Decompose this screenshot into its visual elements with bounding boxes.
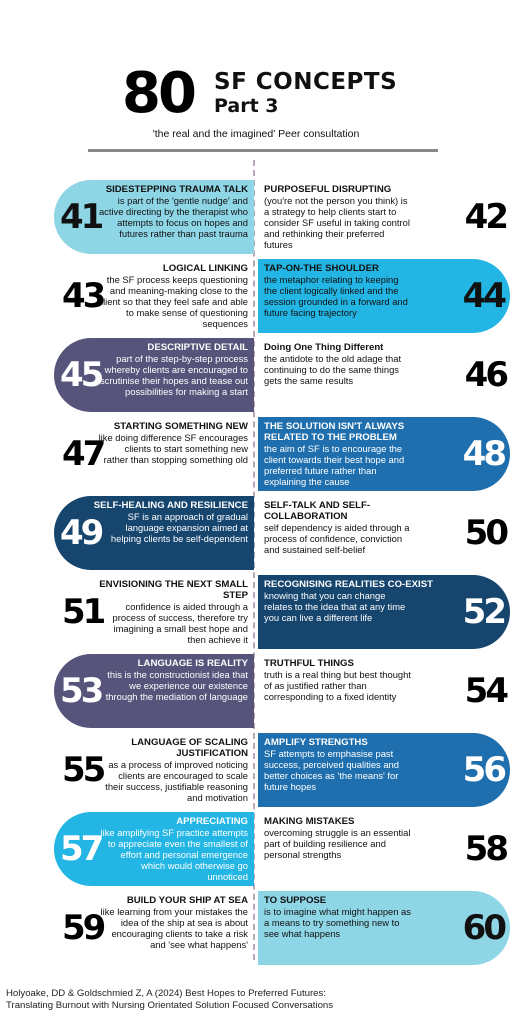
concept-title: TO SUPPOSE (264, 895, 327, 906)
concept-title: SIDESTEPPING TRAUMA TALK (105, 184, 248, 195)
concept-card-48 (258, 417, 510, 491)
concept-text: part of the step-by-step process whereby clients are encouraged to scrutinise their hopes and tease out possibilities for making a start (99, 353, 248, 397)
concept-title: LANGUAGE OF SCALING JUSTIFICATION (131, 737, 248, 759)
concept-text: the metaphor relating to keeping the client logically linked and the session grounded in a forward and future facing trajectory (264, 274, 408, 318)
concept-card-46 (258, 338, 510, 412)
concept-card-55 (2, 733, 254, 807)
header-part: Part 3 (214, 95, 279, 117)
concept-number: 52 (462, 592, 504, 632)
concept-text: like doing difference SF encourages clients to start something new rather than stopping something old (98, 432, 248, 465)
header-rule (88, 149, 438, 152)
concept-title: APPRECIATING (176, 816, 248, 827)
concept-text: confidence is aided through a process of success, therefore try imagining a small best hope and then achieve it (112, 601, 248, 645)
concept-number: 41 (60, 197, 102, 237)
concept-number: 51 (62, 592, 104, 632)
concept-number: 43 (62, 276, 104, 316)
concept-number: 53 (60, 671, 102, 711)
concept-text: overcoming struggle is an essential part of building resilience and personal strengths (264, 827, 411, 860)
concept-card-53 (2, 654, 254, 728)
concept-title: ENVISIONING THE NEXT SMALL STEP (99, 579, 248, 601)
concept-card-41 (2, 180, 254, 254)
concept-card-56 (258, 733, 510, 807)
footer-citation (6, 988, 333, 1012)
concept-number: 56 (462, 750, 504, 790)
concept-card-59 (2, 891, 254, 965)
concept-number: 50 (464, 513, 506, 553)
concept-title: LANGUAGE IS REALITY (137, 658, 248, 669)
concept-number: 47 (62, 434, 104, 474)
concept-text: the aim of SF is to encourage the client towards their best hope and preferred future rather than explaining the cause (264, 443, 405, 487)
concept-number: 45 (60, 355, 102, 395)
concept-card-52 (258, 575, 510, 649)
concept-number: 49 (60, 513, 102, 553)
concept-card-50 (258, 496, 510, 570)
concept-number: 60 (462, 908, 504, 948)
header-title: SF CONCEPTS (214, 69, 398, 95)
concept-text: like learning from your mistakes the idea of the ship at sea is about encouraging clients to take a risk and 'see what happens' (100, 906, 248, 950)
concept-card-45 (2, 338, 254, 412)
concept-title: TAP-ON-THE SHOULDER (264, 263, 379, 274)
concept-text: this is the constructionist idea that we experience our existence through the mediation of language (105, 669, 248, 702)
concept-card-44 (258, 259, 510, 333)
concept-number: 58 (464, 829, 506, 869)
footer-line-2: Translating Burnout with Nursing Orientated Solution Focused Conversations (6, 1000, 334, 1011)
header-subtitle: 'the real and the imagined' Peer consultation (152, 128, 360, 140)
concept-text: knowing that you can change relates to the idea that at any time you can live a different life (264, 590, 406, 623)
concept-title: TRUTHFUL THINGS (264, 658, 354, 669)
concept-text: self dependency is aided through a process of confidence, conviction and sustained self-belief (264, 522, 410, 555)
concept-number: 59 (62, 908, 104, 948)
concept-number: 54 (464, 671, 506, 711)
concept-text: SF is an approach of gradual language expansion aimed at helping clients be self-dependent (110, 511, 248, 544)
concept-card-54 (258, 654, 510, 728)
concept-title: STARTING SOMETHING NEW (113, 421, 248, 432)
concept-number: 42 (464, 197, 506, 237)
concept-title: MAKING MISTAKES (264, 816, 355, 827)
concept-text: truth is a real thing but best thought of as justified rather than corresponding to a fixed identity (264, 669, 411, 702)
concept-title: PURPOSEFUL DISRUPTING (264, 184, 392, 195)
concept-text: is part of the 'gentle nudge' and active directing by the therapist who attempts to focus on hopes and futures rather than past trauma (98, 195, 248, 239)
concept-card-60 (258, 891, 510, 965)
concept-number: 55 (62, 750, 104, 790)
concept-card-49 (2, 496, 254, 570)
concept-text: is to imagine what might happen as a means to try something new to see what happens (264, 906, 411, 939)
concept-number: 57 (60, 829, 102, 869)
concept-card-42 (258, 180, 510, 254)
concept-title: SELF-HEALING AND RESILIENCE (93, 500, 248, 511)
concept-number: 44 (462, 276, 504, 316)
concept-title: AMPLIFY STRENGTHS (264, 737, 368, 748)
concept-title: THE SOLUTION ISN'T ALWAYS RELATED TO THE PROBLEM (264, 421, 405, 443)
concept-text: like amplifying SF practice attempts to appreciate even the smallest of effort and personal emergence which would otherwise go unnoticed (100, 827, 248, 882)
header-number: 80 (122, 61, 194, 126)
concept-title: SELF-TALK AND SELF-COLLABORATION (264, 500, 371, 522)
concept-title: Doing One Thing Different (264, 342, 384, 353)
concept-title: DESCRIPTIVE DETAIL (147, 342, 248, 353)
concept-text: (you're not the person you think) is a strategy to help clients start to consider SF useful in taking control and rethinking their preferred futures (264, 195, 410, 250)
concept-title: LOGICAL LINKING (162, 263, 248, 274)
footer-line-1: Holyoake, DD & Goldschmied Z, A (2024) Best Hopes to Preferred Futures: (6, 988, 326, 999)
concept-title: RECOGNISING REALITIES CO-EXIST (264, 579, 433, 590)
concept-card-47 (2, 417, 254, 491)
concept-text: SF attempts to emphasise past success, perceived qualities and better choices as 'the means' for future hopes (264, 748, 399, 792)
concept-card-51 (2, 575, 254, 649)
concept-number: 46 (464, 355, 506, 395)
concept-number: 48 (462, 434, 504, 474)
concept-card-43 (2, 259, 254, 333)
concept-card-58 (258, 812, 510, 886)
concept-text: the SF process keeps questioning and meaning-making close to the client so that they feel safe and able to make sense of questioning sequences (98, 274, 248, 329)
concept-card-57 (2, 812, 254, 886)
concept-title: BUILD YOUR SHIP AT SEA (126, 895, 248, 906)
concept-text: the antidote to the old adage that continuing to do the same things gets the same results (264, 353, 402, 386)
concept-text: as a process of improved noticing clients are encouraged to scale their success, justifiable reasoning and motivation (105, 759, 248, 803)
